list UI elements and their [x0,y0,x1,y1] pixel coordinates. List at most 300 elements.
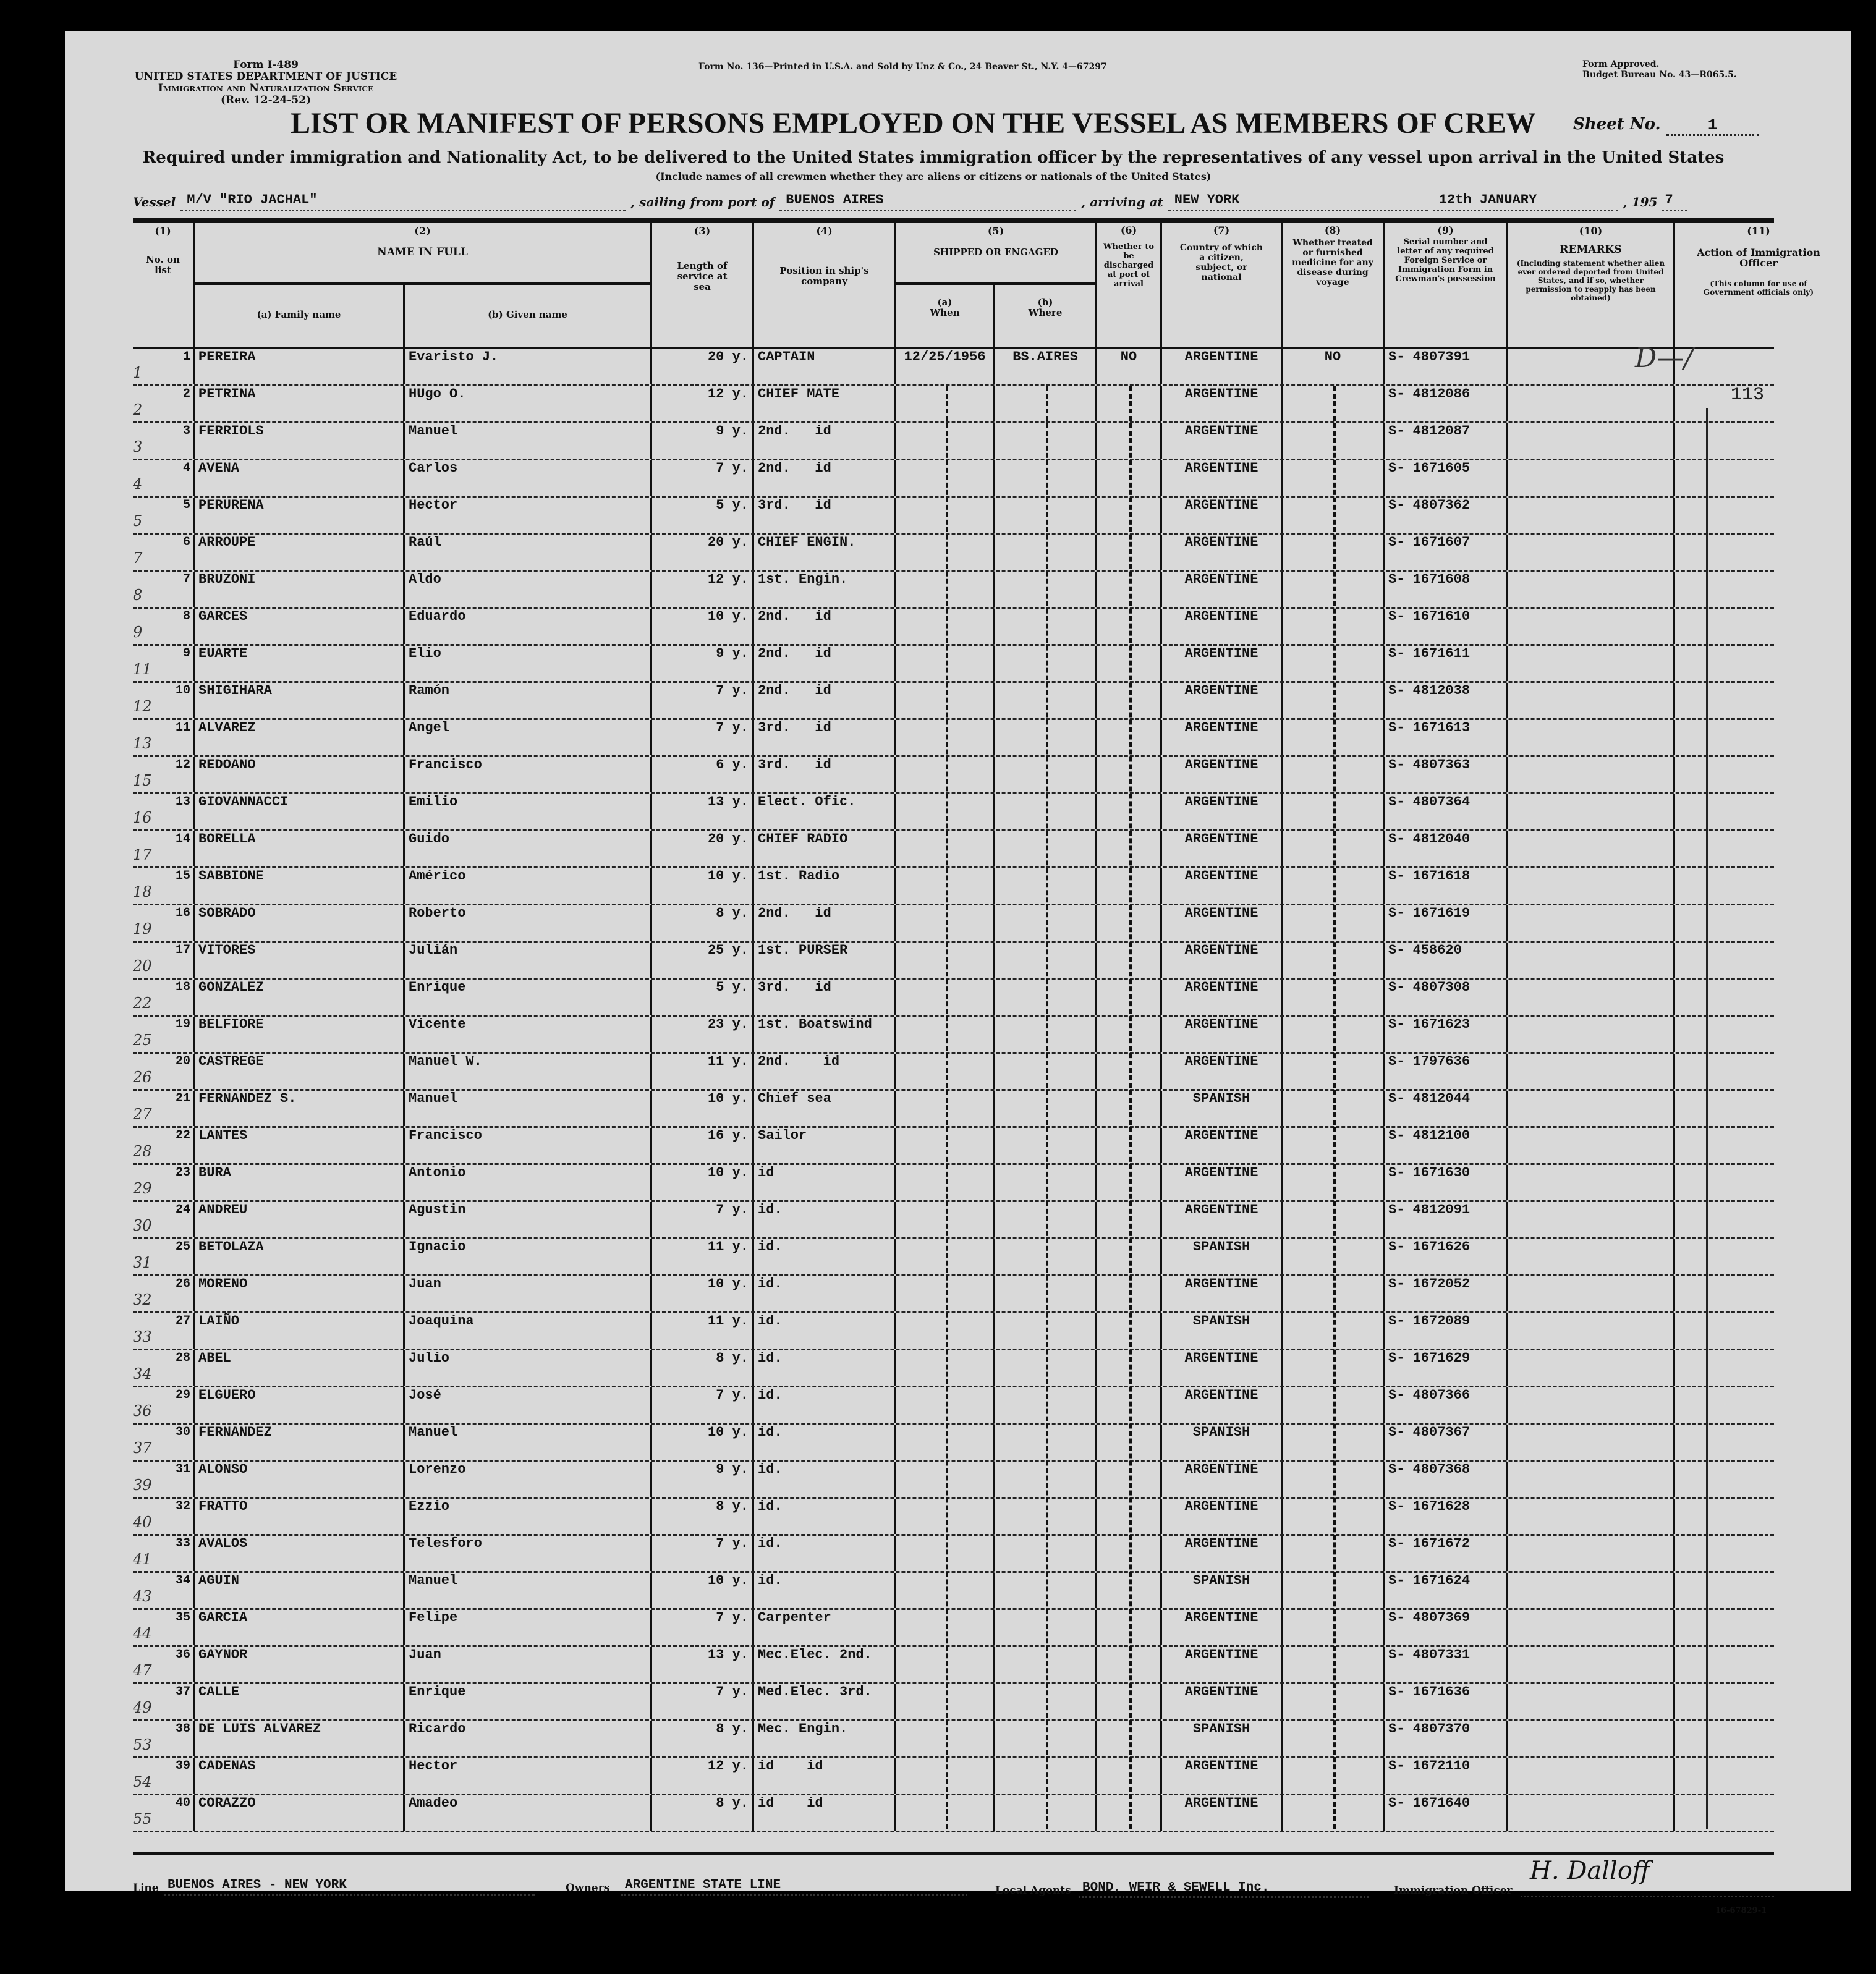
cell-position: Sailor [754,1128,896,1163]
cell-shipped-when: 12/25/1956 [896,349,995,384]
cell-serial-number: S- 4812040 [1385,831,1508,866]
cell-country: ARGENTINE [1162,1647,1283,1682]
cell-family-name: FERNANDEZ S. [195,1091,405,1126]
cell-family-name: CALLE [195,1684,405,1719]
cell-officer-action [1675,1383,1774,1386]
handwritten-index: 39 [133,1476,152,1494]
cell-officer-action [1675,790,1774,792]
cell-country: SPANISH [1162,1721,1283,1756]
cell-remarks [1508,831,1675,866]
cell-officer-action [1675,1717,1774,1719]
cell-position: 3rd. id [754,498,896,533]
col-header-name [195,223,652,285]
handwritten-index: 36 [133,1402,152,1420]
crew-row [133,720,1774,757]
cell-serial-number: S- 1671626 [1385,1239,1508,1274]
cell-service-length: 13 y. [652,794,754,829]
cell-list-number: 20 [163,1054,195,1089]
cell-officer-action [1675,827,1774,829]
cell-serial-number: S- 4812038 [1385,683,1508,718]
cell-serial-number: S- 1671672 [1385,1536,1508,1571]
col-10-label: REMARKS [1560,244,1622,256]
cell-remarks [1508,1276,1675,1311]
cell-country: ARGENTINE [1162,831,1283,866]
cell-remarks [1508,1239,1675,1274]
cell-remarks [1508,1165,1675,1200]
handwritten-index: 12 [133,698,152,715]
cell-service-length: 10 y. [652,1165,754,1200]
col-5a-label: (a) When [930,297,960,318]
cell-list-number: 7 [163,572,195,607]
cell-country: ARGENTINE [1162,1165,1283,1200]
cell-family-name: GARCIA [195,1610,405,1645]
cell-country: ARGENTINE [1162,1758,1283,1794]
handwritten-index: 55 [133,1810,152,1828]
cell-service-length: 20 y. [652,349,754,384]
officer-label: Immigration Officer [1394,1884,1513,1897]
crew-row [133,646,1774,683]
table-header [133,223,1820,349]
cell-serial-number: S- 4807367 [1385,1425,1508,1460]
cell-serial-number: S- 4807331 [1385,1647,1508,1682]
cell-remarks [1508,1350,1675,1386]
cell-given-name: Carlos [405,460,652,496]
cell-country: ARGENTINE [1162,720,1283,755]
crew-row [133,1313,1774,1350]
col-2-label: NAME IN FULL [377,246,468,258]
handwritten-index: 18 [133,883,152,900]
col-3-label: Length of service at sea [677,260,728,292]
cell-list-number: 31 [163,1462,195,1497]
form-identifier-block [93,59,439,106]
crew-row [133,1054,1774,1091]
cell-list-number: 14 [163,831,195,866]
crew-row [133,1462,1774,1499]
crew-row [133,1239,1774,1276]
line-value: BUENOS AIRES - NEW YORK [164,1878,535,1896]
cell-officer-action [1675,493,1774,496]
cell-country: ARGENTINE [1162,1684,1283,1719]
cell-remarks [1508,572,1675,607]
cell-list-number: 12 [163,757,195,792]
cell-given-name: Manuel [405,1091,652,1126]
cell-service-length: 10 y. [652,868,754,904]
crew-row [133,1721,1774,1758]
cell-family-name: CORAZZO [195,1795,405,1831]
handwritten-index: 40 [133,1514,152,1531]
cell-remarks [1508,1387,1675,1423]
cell-country: ARGENTINE [1162,905,1283,941]
cell-country: SPANISH [1162,1573,1283,1608]
col-header-family-name [195,285,405,347]
cell-officer-action [1675,1087,1774,1089]
crew-row [133,1758,1774,1795]
cell-list-number: 18 [163,980,195,1015]
cell-family-name: FERNANDEZ [195,1425,405,1460]
cell-service-length: 7 y. [652,1610,754,1645]
cell-family-name: REDOANO [195,757,405,792]
cell-serial-number: S- 4812086 [1385,386,1508,421]
crew-row [133,1128,1774,1165]
crew-row [133,572,1774,609]
col-4-index: (4) [816,225,833,237]
sailing-label: , sailing from port of [630,195,775,210]
approval-line-1: Form Approved. [1582,59,1660,69]
col-11-label: Action of Immigration Officer [1697,247,1820,269]
crew-row [133,1425,1774,1462]
cell-service-length: 7 y. [652,460,754,496]
handwritten-index: 54 [133,1773,152,1790]
crew-row [133,1536,1774,1573]
cell-family-name: FERRIOLS [195,423,405,459]
handwritten-index: 43 [133,1588,152,1605]
col-header-position [754,223,896,347]
crew-row [133,1610,1774,1647]
cell-position: Mec.Elec. 2nd. [754,1647,896,1682]
cell-family-name: GONZALEZ [195,980,405,1015]
cell-list-number: 19 [163,1017,195,1052]
cell-service-length: 13 y. [652,1647,754,1682]
cell-officer-action [1675,679,1774,681]
cell-family-name: BRUZONI [195,572,405,607]
cell-list-number: 28 [163,1350,195,1386]
cell-serial-number: S- 1671628 [1385,1499,1508,1534]
cell-list-number: 2 [163,386,195,421]
crew-row [133,1017,1774,1054]
col-header-shipped [896,223,1097,285]
cell-remarks [1508,1054,1675,1089]
cell-service-length: 9 y. [652,646,754,681]
cell-given-name: Enrique [405,1684,652,1719]
handwritten-index: 15 [133,772,152,789]
cell-family-name: DE LUIS ALVAREZ [195,1721,405,1756]
sheet-label: Sheet No. [1573,115,1661,133]
handwritten-index: 1 [133,364,143,381]
cell-country: ARGENTINE [1162,609,1283,644]
cell-remarks [1508,757,1675,792]
cell-serial-number: S- 4807308 [1385,980,1508,1015]
sheet-value: 1 [1666,116,1759,136]
cell-service-length: 7 y. [652,720,754,755]
handwritten-index: 32 [133,1291,152,1308]
cell-given-name: Ezzio [405,1499,652,1534]
year-prefix: , 195 [1623,195,1658,210]
cell-serial-number: S- 1672089 [1385,1313,1508,1349]
cell-serial-number: S- 1671630 [1385,1165,1508,1200]
crew-row [133,460,1774,498]
cell-given-name: Ramón [405,683,652,718]
cell-serial-number: S- 1671605 [1385,460,1508,496]
cell-given-name: Evaristo J. [405,349,652,384]
cell-position: CHIEF ENGIN. [754,535,896,570]
count-note: 113 [1731,384,1765,405]
cell-country: ARGENTINE [1162,1387,1283,1423]
officer-bracket-line [1706,408,1708,1829]
cell-given-name: Amadeo [405,1795,652,1831]
cell-country: ARGENTINE [1162,943,1283,978]
cell-given-name: Elio [405,646,652,681]
cell-position: id id [754,1758,896,1794]
cell-list-number: 33 [163,1536,195,1571]
cell-list-number: 21 [163,1091,195,1126]
col-header-service [652,223,754,347]
cell-position: 3rd. id [754,757,896,792]
port-from: BUENOS AIRES [779,191,1076,211]
cell-family-name: FRATTO [195,1499,405,1534]
handwritten-index: 31 [133,1254,152,1271]
cell-list-number: 30 [163,1425,195,1460]
col-header-serial [1385,223,1508,347]
handwritten-index: 2 [133,401,143,418]
cell-list-number: 6 [163,535,195,570]
arriving-label: , arriving at [1081,195,1163,210]
cell-remarks [1508,1795,1675,1831]
cell-remarks [1508,1313,1675,1349]
cell-list-number: 17 [163,943,195,978]
cell-country: ARGENTINE [1162,794,1283,829]
cell-position: id. [754,1573,896,1608]
cell-remarks [1508,1128,1675,1163]
crew-row [133,535,1774,572]
crew-row [133,1387,1774,1425]
cell-family-name: BELFIORE [195,1017,405,1052]
cell-list-number: 23 [163,1165,195,1200]
cell-service-length: 8 y. [652,1795,754,1831]
cell-officer-action [1675,1272,1774,1274]
cell-list-number: 36 [163,1647,195,1682]
cell-officer-action [1675,1198,1774,1200]
cell-family-name: BORELLA [195,831,405,866]
handwritten-index: 47 [133,1662,152,1679]
cell-given-name: Ricardo [405,1721,652,1756]
voyage-details [133,187,1774,211]
cell-remarks [1508,423,1675,459]
cell-list-number: 15 [163,868,195,904]
col-5-label: SHIPPED OR ENGAGED [933,247,1058,258]
cell-given-name: Américo [405,868,652,904]
handwritten-index: 20 [133,957,152,975]
cell-country: ARGENTINE [1162,498,1283,533]
cell-officer-action [1675,567,1774,570]
cell-given-name: Vicente [405,1017,652,1052]
handwritten-index: 49 [133,1699,152,1716]
cell-position: 3rd. id [754,720,896,755]
cell-service-length: 8 y. [652,905,754,941]
line-label: Line [133,1882,159,1894]
cell-serial-number: S- 4807368 [1385,1462,1508,1497]
cell-service-length: 5 y. [652,498,754,533]
cell-position: id. [754,1387,896,1423]
crew-row [133,349,1774,386]
cell-list-number: 16 [163,905,195,941]
crew-table [133,223,1820,1832]
col-header-discharged [1097,223,1162,347]
cell-list-number: 8 [163,609,195,644]
cell-officer-action [1675,1420,1774,1423]
cell-position: 1st. Radio [754,868,896,904]
crew-row [133,386,1774,423]
cell-serial-number: S- 1671619 [1385,905,1508,941]
crew-row [133,423,1774,460]
cell-family-name: GAYNOR [195,1647,405,1682]
cell-serial-number: S- 1672110 [1385,1758,1508,1794]
col-header-treated [1283,223,1385,347]
cell-officer-action [1675,1457,1774,1460]
cell-family-name: GARCES [195,609,405,644]
handwritten-index: 44 [133,1625,152,1642]
cell-position: 2nd. id [754,609,896,644]
cell-service-length: 7 y. [652,1387,754,1423]
cell-officer-action [1675,1791,1774,1794]
cell-given-name: Manuel [405,1573,652,1608]
cell-remarks [1508,720,1675,755]
cell-officer-action [1675,642,1774,644]
cell-country: ARGENTINE [1162,535,1283,570]
officer-signature-line [1521,1885,1774,1897]
handwritten-index: 22 [133,994,152,1012]
cell-family-name: ARROUPE [195,535,405,570]
cell-position: id. [754,1350,896,1386]
cell-country: ARGENTINE [1162,1017,1283,1052]
crew-row [133,1499,1774,1536]
cell-officer-action [1675,419,1774,421]
header-top-rule [133,218,1774,223]
year-digit: 7 [1662,191,1687,211]
cell-serial-number: S- 1671624 [1385,1573,1508,1608]
cell-officer-action [1675,753,1774,755]
col-9-label: Serial number and letter of any required Foreign Service or Immigration Form in Crewman's possession [1395,237,1496,284]
cell-service-length: 10 y. [652,1425,754,1460]
officer-signature: H. Dalloff [1530,1857,1650,1885]
cell-country: ARGENTINE [1162,1054,1283,1089]
cell-remarks [1508,1462,1675,1497]
handwritten-index: 11 [133,661,152,678]
crew-row [133,1202,1774,1239]
col-header-when [896,285,995,347]
cell-serial-number: S- 4807391 [1385,349,1508,384]
crew-row [133,1684,1774,1721]
cell-family-name: PERURENA [195,498,405,533]
include-note: (Include names of all crewmen whether they are aliens or citizens or nationals of the United States) [655,171,1212,182]
cell-serial-number: S- 1671613 [1385,720,1508,755]
cell-remarks [1508,1202,1675,1237]
cell-family-name: ALVAREZ [195,720,405,755]
cell-family-name: AGUIN [195,1573,405,1608]
cell-given-name: Aldo [405,572,652,607]
col-7-index: (7) [1213,224,1230,236]
cell-country: ARGENTINE [1162,868,1283,904]
cell-list-number: 26 [163,1276,195,1311]
cell-country: ARGENTINE [1162,1499,1283,1534]
manifest-footer [133,1857,1777,1922]
cell-country: ARGENTINE [1162,349,1283,384]
vessel-name: M/V "RIO JACHAL" [180,191,626,211]
col-1-label: No. on list [146,254,180,276]
cell-country: SPANISH [1162,1239,1283,1274]
cell-list-number: 24 [163,1202,195,1237]
col-8-index: (8) [1324,224,1341,236]
cell-service-length: 16 y. [652,1128,754,1163]
cell-service-length: 8 y. [652,1721,754,1756]
cell-given-name: Julio [405,1350,652,1386]
cell-position: 1st. Boatswind [754,1017,896,1052]
crew-row [133,498,1774,535]
cell-officer-action [1675,1235,1774,1237]
cell-position: Carpenter [754,1610,896,1645]
cell-position: id. [754,1536,896,1571]
cell-service-length: 5 y. [652,980,754,1015]
cell-discharged: NO [1097,349,1162,384]
cell-officer-action [1675,1049,1774,1052]
cell-officer-action [1675,1606,1774,1608]
cell-officer-action [1675,1494,1774,1497]
cell-country: SPANISH [1162,1425,1283,1460]
cell-serial-number: S- 1671608 [1385,572,1508,607]
cell-family-name: MORENO [195,1276,405,1311]
cell-service-length: 25 y. [652,943,754,978]
cell-family-name: SABBIONE [195,868,405,904]
cell-country: ARGENTINE [1162,1462,1283,1497]
cell-officer-action [1675,1754,1774,1756]
cell-list-number: 35 [163,1610,195,1645]
cell-country: ARGENTINE [1162,1610,1283,1645]
handwritten-index: 26 [133,1069,152,1086]
cell-given-name: Lorenzo [405,1462,652,1497]
cell-position: id [754,1165,896,1200]
handwritten-index: 28 [133,1143,152,1160]
cell-serial-number: S- 1671640 [1385,1795,1508,1831]
col-3-index: (3) [694,225,711,237]
cell-given-name: Julián [405,943,652,978]
cell-remarks [1508,1610,1675,1645]
cell-service-length: 12 y. [652,386,754,421]
cell-position: 1st. Engin. [754,572,896,607]
handwritten-index: 33 [133,1328,152,1345]
cell-service-length: 8 y. [652,1499,754,1534]
cell-family-name: AVENA [195,460,405,496]
cell-position: 2nd. id [754,460,896,496]
cell-serial-number: S- 1671636 [1385,1684,1508,1719]
cell-position: 1st. PURSER [754,943,896,978]
page-title: LIST OR MANIFEST OF PERSONS EMPLOYED ON THE VESSEL AS MEMBERS OF CREW [291,107,1536,140]
handwritten-index: 4 [133,475,143,493]
cell-list-number: 4 [163,460,195,496]
cell-given-name: Hector [405,498,652,533]
cell-position: 2nd. id [754,1054,896,1089]
cell-officer-action [1675,1643,1774,1645]
cell-family-name: SOBRADO [195,905,405,941]
cell-family-name: CADENAS [195,1758,405,1794]
cell-family-name: SHIGIHARA [195,683,405,718]
cell-family-name: EUARTE [195,646,405,681]
cell-remarks [1508,1573,1675,1608]
cell-serial-number: S- 4807363 [1385,757,1508,792]
col-5-index: (5) [987,225,1004,237]
cell-officer-action [1675,1531,1774,1534]
cell-family-name: LANTES [195,1128,405,1163]
crew-row [133,868,1774,905]
cell-officer-action [1675,901,1774,904]
arrival-date: 12th JANUARY [1433,191,1618,211]
handwritten-index: 30 [133,1217,152,1234]
col-header-given-name [405,285,652,347]
cell-given-name: Juan [405,1276,652,1311]
cell-officer-action [1675,938,1774,941]
cell-officer-action [1675,456,1774,459]
vessel-label: Vessel [133,195,176,210]
crew-rows [133,349,1774,1832]
cell-officer-action [1675,1309,1774,1311]
